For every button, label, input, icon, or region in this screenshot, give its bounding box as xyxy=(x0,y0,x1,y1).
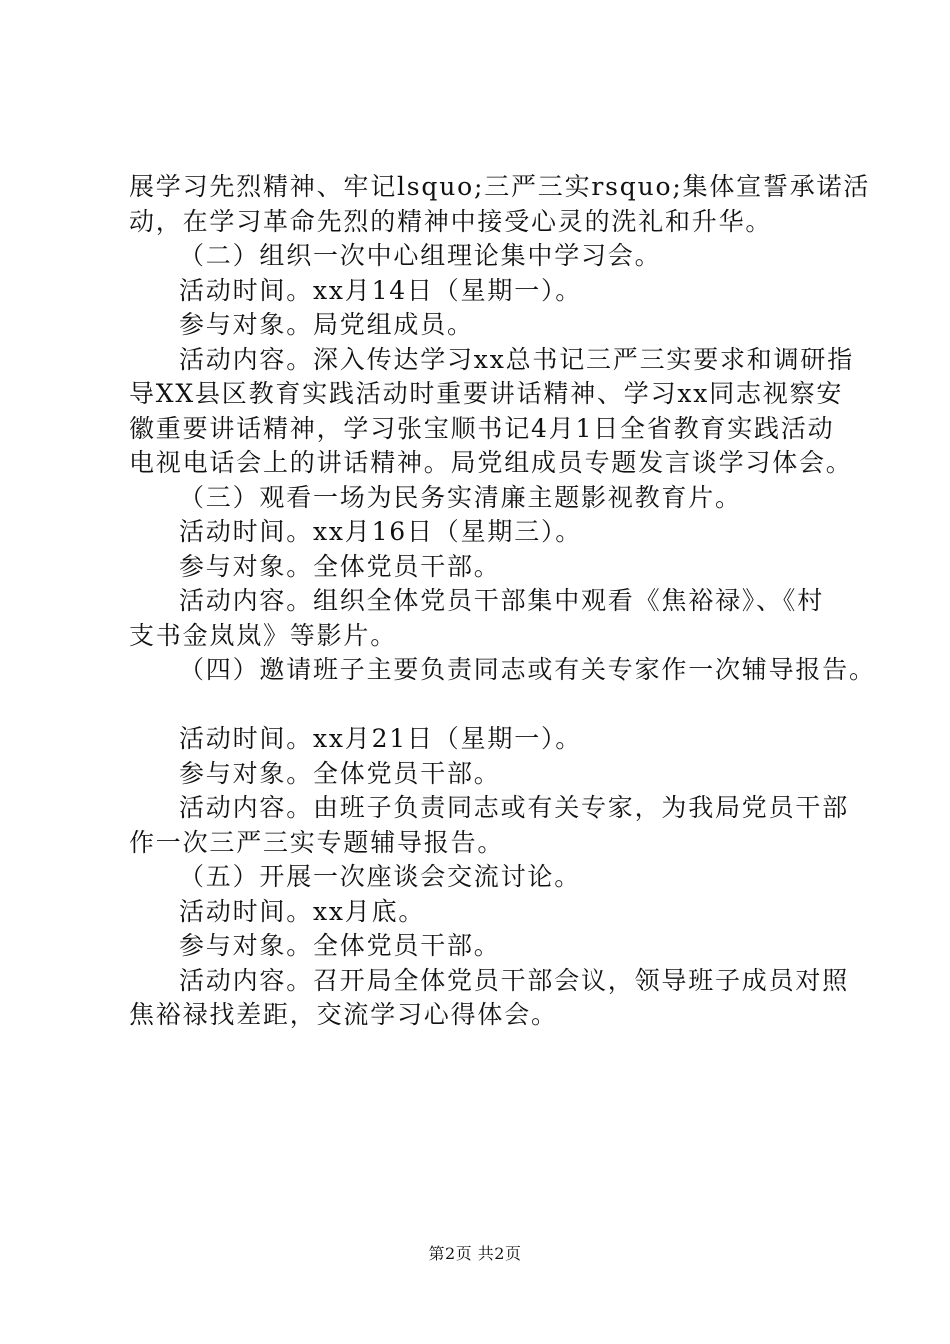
paragraph-line: 电视电话会上的讲话精神。局党组成员专题发言谈学习体会。 xyxy=(129,448,853,477)
activity-time: 活动时间。xx月14日（星期一）。 xyxy=(179,275,583,305)
activity-content: 活动内容。由班子负责同志或有关专家，为我局党员干部 xyxy=(179,793,850,822)
paragraph-line: 动，在学习革命先烈的精神中接受心灵的洗礼和升华。 xyxy=(129,206,773,236)
section-heading: （三）观看一场为民务实清廉主题影视教育片。 xyxy=(179,482,742,512)
participants: 参与对象。全体党员干部。 xyxy=(179,931,501,960)
section-heading: （二）组织一次中心组理论集中学习会。 xyxy=(179,241,662,270)
participants: 参与对象。全体党员干部。 xyxy=(179,551,501,581)
activity-content: 活动内容。召开局全体党员干部会议，领导班子成员对照 xyxy=(179,965,850,995)
section-heading: （五）开展一次座谈会交流讨论。 xyxy=(179,862,582,891)
participants: 参与对象。局党组成员。 xyxy=(179,310,474,339)
activity-time: 活动时间。xx月底。 xyxy=(179,896,426,926)
participants: 参与对象。全体党员干部。 xyxy=(179,758,501,788)
document-body xyxy=(129,170,876,1033)
paragraph-line: 展学习先烈精神、牢记lsquo;三严三实rsquo;集体宣誓承诺活 xyxy=(129,172,871,201)
paragraph-line: 支书金岚岚》等影片。 xyxy=(129,620,398,650)
paragraph-line: 导XX县区教育实践活动时重要讲话精神、学习xx同志视察安 xyxy=(129,379,844,408)
paragraph-line: 焦裕禄找差距，交流学习心得体会。 xyxy=(129,1000,558,1029)
activity-time: 活动时间。xx月16日（星期三）。 xyxy=(179,517,583,546)
paragraph-line: 作一次三严三实专题辅导报告。 xyxy=(129,827,505,857)
section-heading: （四）邀请班子主要负责同志或有关专家作一次辅导报告。 xyxy=(179,655,876,684)
page-footer: 第2页 共2页 xyxy=(428,1244,522,1263)
activity-time: 活动时间。xx月21日（星期一）。 xyxy=(179,724,583,753)
blank-line xyxy=(129,688,859,723)
activity-content: 活动内容。组织全体党员干部集中观看《焦裕禄》、《村 xyxy=(179,586,825,615)
paragraph-line: 徽重要讲话精神，学习张宝顺书记4月1日全省教育实践活动 xyxy=(129,413,835,443)
activity-content: 活动内容。深入传达学习xx总书记三严三实要求和调研指 xyxy=(179,344,855,374)
